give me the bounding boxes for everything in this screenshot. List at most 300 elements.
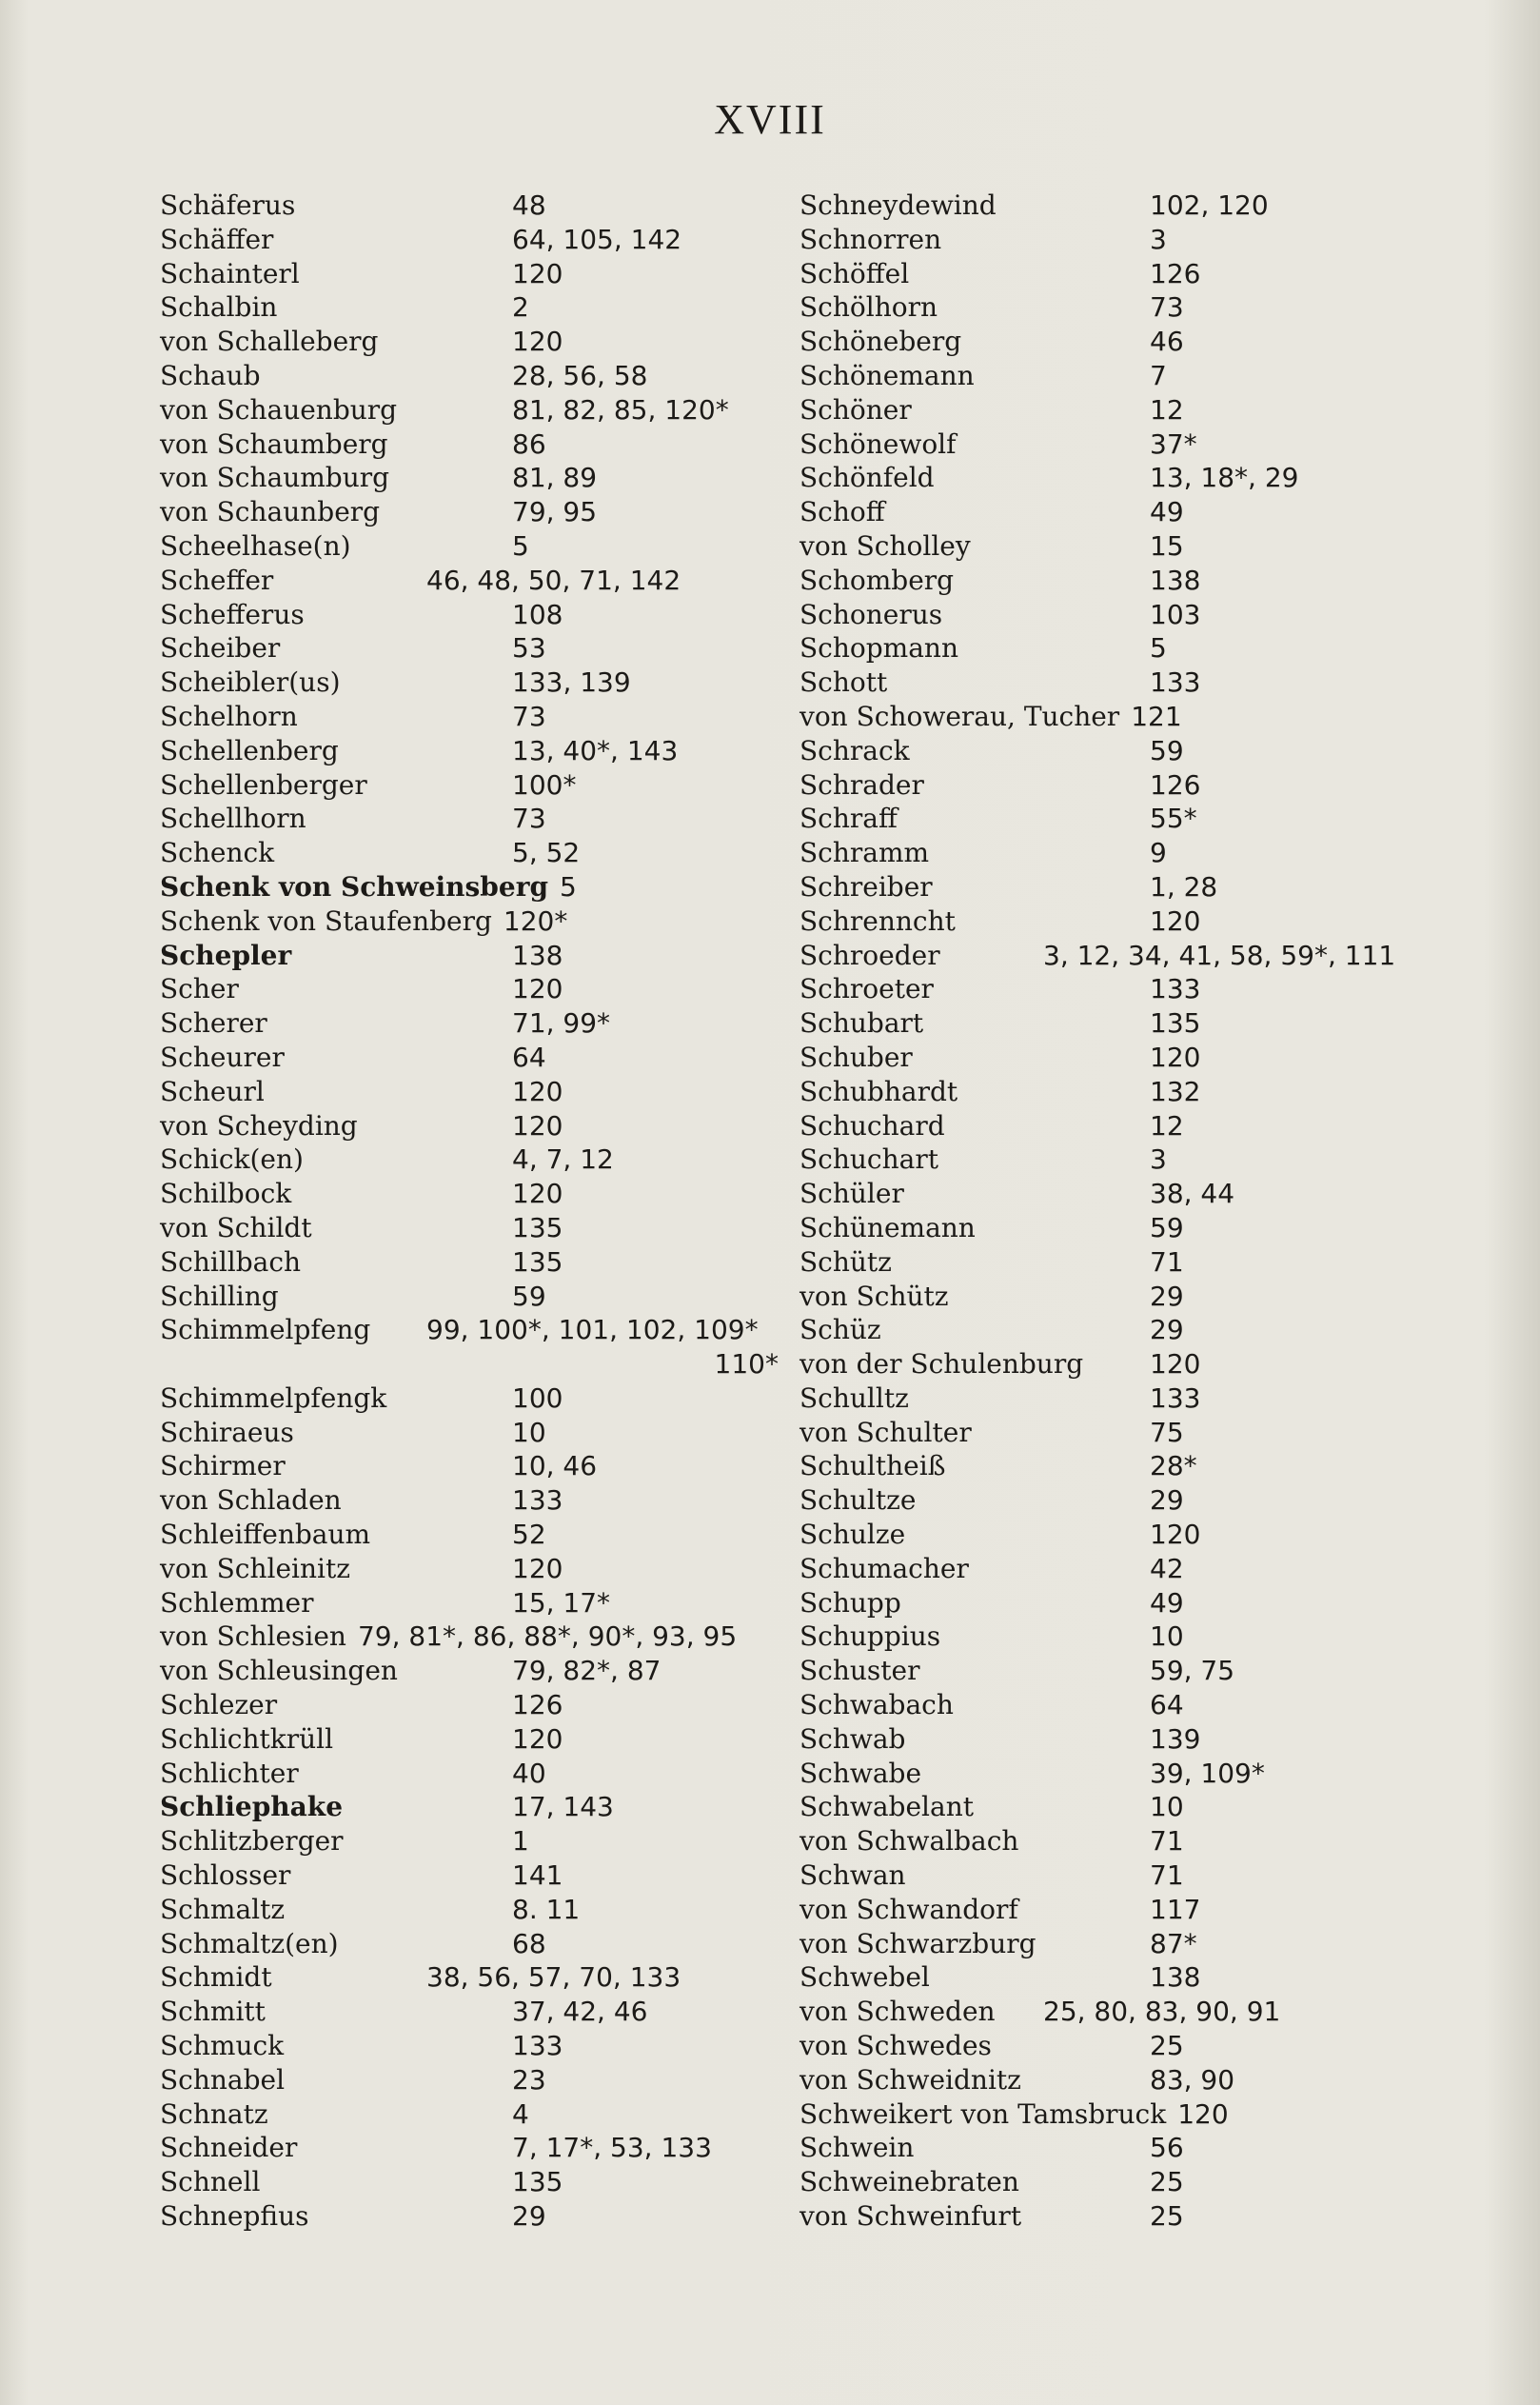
entry-page-refs: 120 (512, 257, 563, 289)
entry-name: Schillbach (160, 1245, 302, 1278)
index-entry (160, 1620, 779, 1654)
index-entry (800, 564, 1409, 598)
entry-name: Schuppius (800, 1620, 941, 1653)
entry-name: Schiraeus (160, 1416, 294, 1448)
index-entry (800, 1824, 1409, 1858)
entry-page-refs: 126 (1150, 257, 1201, 289)
index-entry (800, 1143, 1409, 1177)
entry-page-refs: 120 (512, 1552, 563, 1584)
entry-name: Schönewolf (800, 427, 957, 460)
entry-page-refs: 17, 143 (512, 1791, 614, 1823)
entry-page-refs: 15, 17* (512, 1586, 611, 1619)
entry-name: Schweikert von Tamsbruck (800, 2097, 1167, 2130)
entry-name: Schwabe (800, 1757, 922, 1789)
index-entry (160, 325, 779, 359)
index-entry (160, 2063, 779, 2097)
entry-page-refs: 38, 44 (1150, 1178, 1235, 1210)
entry-name: von der Schulenburg (800, 1348, 1084, 1381)
entry-page-refs: 135 (512, 1211, 563, 1243)
entry-page-refs: 138 (1150, 564, 1201, 596)
entry-name: Schenck (160, 837, 275, 869)
entry-name: Schuchart (800, 1143, 938, 1176)
index-entry (800, 2131, 1409, 2165)
index-entry (800, 1927, 1409, 1961)
entry-page-refs: 126 (512, 1689, 563, 1721)
index-entry (800, 325, 1409, 359)
entry-page-refs: 135 (512, 2166, 563, 2198)
index-entry (160, 666, 779, 700)
index-entry (160, 1313, 779, 1347)
entry-name: Schnell (160, 2166, 261, 2198)
left-index-column (160, 189, 779, 2234)
entry-name: von Schauenburg (160, 393, 398, 426)
entry-page-refs: 120 (1150, 904, 1201, 937)
index-entry (800, 836, 1409, 870)
entry-page-refs: 103 (1150, 598, 1201, 630)
entry-page-refs: 64 (1150, 1689, 1184, 1721)
entry-name: Schrack (800, 734, 910, 766)
entry-name: Schramm (800, 837, 930, 869)
index-entry (160, 1824, 779, 1858)
index-entry (160, 1280, 779, 1314)
entry-page-refs: 120 (1150, 1519, 1201, 1551)
entry-name: Schepler (160, 939, 292, 971)
entry-name: Schütz (800, 1245, 892, 1278)
entry-page-refs: 59 (512, 1280, 546, 1312)
index-entry (800, 1893, 1409, 1927)
index-entry (800, 666, 1409, 700)
entry-page-refs: 120 (1150, 1041, 1201, 1073)
index-entry (160, 1006, 779, 1041)
index-entry (160, 939, 779, 973)
entry-page-refs: 55* (1150, 803, 1197, 835)
index-entry (800, 1416, 1409, 1450)
entry-name: Schwabach (800, 1689, 954, 1721)
entry-page-refs: 79, 81*, 86, 88*, 90*, 93, 95 (357, 1620, 738, 1653)
entry-page-refs: 71, 99* (512, 1007, 611, 1040)
entry-name: von Schweinfurt (800, 2200, 1022, 2233)
index-entry (800, 870, 1409, 904)
entry-page-refs: 25 (1150, 2200, 1184, 2233)
index-entry (800, 1177, 1409, 1211)
entry-name: Schmidt (160, 1961, 272, 1994)
entry-name: von Schladen (160, 1484, 342, 1517)
entry-page-refs: 10, 46 (512, 1450, 598, 1482)
index-entry (800, 1586, 1409, 1620)
entry-page-refs: 7 (1150, 359, 1167, 391)
entry-name: Schubhardt (800, 1075, 958, 1107)
entry-page-refs: 59 (1150, 734, 1184, 766)
entry-page-refs: 120 (512, 973, 563, 1005)
right-index-column (800, 189, 1409, 2234)
index-entry (160, 1960, 779, 1995)
index-entry (800, 1381, 1409, 1416)
entry-page-refs: 100* (512, 768, 577, 801)
entry-page-refs: 8. 11 (512, 1893, 581, 1925)
index-entry (800, 1722, 1409, 1757)
index-entry (160, 631, 779, 666)
index-entry (160, 461, 779, 495)
index-entry (800, 598, 1409, 632)
entry-page-refs: 49 (1150, 1586, 1184, 1619)
entry-name: von Scheyding (160, 1109, 358, 1142)
entry-page-refs: 39, 109* (1150, 1757, 1265, 1789)
entry-page-refs: 73 (512, 803, 546, 835)
entry-name: Schüz (800, 1314, 881, 1346)
entry-page-refs: 138 (1150, 1961, 1201, 1994)
entry-name: Schott (800, 666, 888, 699)
entry-name: Schumacher (800, 1552, 969, 1584)
entry-name: von Schalleberg (160, 326, 379, 358)
entry-page-refs: 2 (512, 291, 529, 324)
index-entry (160, 427, 779, 462)
entry-name: Schmuck (160, 2030, 285, 2062)
entry-page-refs: 83, 90 (1150, 2063, 1235, 2096)
index-entry (800, 1280, 1409, 1314)
entry-name: von Schwedes (800, 2030, 992, 2062)
index-entry (800, 2165, 1409, 2199)
index-entry (800, 1858, 1409, 1893)
entry-name: Schneider (160, 2132, 298, 2164)
entry-page-refs: 73 (1150, 291, 1184, 324)
entry-name: Schäffer (160, 223, 274, 255)
entry-page-refs: 28, 56, 58 (512, 359, 648, 391)
entry-name: von Schleusingen (160, 1655, 398, 1687)
index-entry (160, 1041, 779, 1075)
entry-name: von Schulter (800, 1416, 972, 1448)
entry-page-refs: 64 (512, 1041, 546, 1073)
index-entry (800, 2199, 1409, 2234)
index-entry (800, 1688, 1409, 1722)
entry-page-refs: 68 (512, 1927, 546, 1959)
index-entry (800, 1347, 1409, 1381)
entry-page-refs: 100 (512, 1381, 563, 1414)
entry-page-refs: 42 (1150, 1552, 1184, 1584)
entry-name: von Schweidnitz (800, 2063, 1021, 2096)
index-entry (160, 1995, 779, 2029)
entry-name: Schlichtkrüll (160, 1722, 334, 1755)
entry-name: von Schaunberg (160, 496, 381, 528)
entry-page-refs: 108 (512, 598, 563, 630)
entry-page-refs: 59, 75 (1150, 1655, 1235, 1687)
index-entry (800, 290, 1409, 325)
entry-name: Schöffel (800, 257, 910, 289)
index-entry (800, 223, 1409, 257)
index-entry (160, 1893, 779, 1927)
entry-name: von Schwalbach (800, 1825, 1019, 1858)
entry-name: von Scholley (800, 529, 971, 562)
entry-name: Scherer (160, 1007, 267, 1040)
index-entry (800, 1211, 1409, 1245)
entry-page-refs: 81, 89 (512, 462, 598, 494)
entry-page-refs: 133, 139 (512, 666, 631, 699)
index-entry (160, 1552, 779, 1586)
index-entry (160, 223, 779, 257)
index-entry (800, 2029, 1409, 2063)
entry-name: Schultheiß (800, 1450, 946, 1482)
entry-page-refs: 29 (1150, 1280, 1184, 1312)
entry-name: von Schwandorf (800, 1893, 1018, 1925)
index-entry (800, 1620, 1409, 1654)
entry-page-refs: 110* (714, 1348, 779, 1381)
entry-name: von Schlesien (160, 1620, 346, 1653)
entry-name: Scheelhase(n) (160, 529, 351, 562)
index-entry (160, 1858, 779, 1893)
entry-name: Schelhorn (160, 700, 298, 732)
entry-page-refs: 99, 100*, 101, 102, 109* (426, 1314, 759, 1346)
entry-page-refs: 141 (512, 1859, 563, 1892)
entry-page-refs: 79, 82*, 87 (512, 1655, 661, 1687)
index-entry (160, 189, 779, 223)
index-entry (160, 1654, 779, 1688)
entry-page-refs: 3 (1150, 1143, 1167, 1176)
index-entry (160, 2029, 779, 2063)
index-entry (800, 495, 1409, 529)
entry-page-refs: 3 (1150, 223, 1167, 255)
index-entry (800, 1449, 1409, 1483)
entry-name: Schuchard (800, 1109, 945, 1142)
entry-name: von Schildt (160, 1211, 312, 1243)
entry-name: von Schaumburg (160, 462, 390, 494)
entry-page-refs: 133 (512, 1484, 563, 1517)
entry-name: Schliephake (160, 1791, 344, 1823)
entry-page-refs: 46 (1150, 326, 1184, 358)
entry-page-refs: 29 (512, 2200, 546, 2233)
index-entry (800, 631, 1409, 666)
entry-name: Schuster (800, 1655, 920, 1687)
index-entry (800, 1757, 1409, 1791)
index-entry (800, 1006, 1409, 1041)
index-entry (800, 2063, 1409, 2097)
entry-name: Schwein (800, 2132, 915, 2164)
index-entry (160, 904, 779, 939)
entry-name: Schmitt (160, 1996, 266, 2028)
index-entry (800, 734, 1409, 768)
index-entry (160, 257, 779, 291)
index-entry (800, 1790, 1409, 1824)
index-entry (160, 1518, 779, 1552)
entry-name: Schwabelant (800, 1791, 974, 1823)
page-number: XVIII (714, 96, 826, 143)
entry-name: Schnatz (160, 2097, 268, 2130)
index-entry (160, 1211, 779, 1245)
entry-name: Schenk von Staufenberg (160, 904, 492, 937)
entry-name: Schleiffenbaum (160, 1519, 371, 1551)
entry-page-refs: 48 (512, 189, 546, 221)
entry-name: Scheffer (160, 564, 274, 596)
entry-page-refs: 52 (512, 1519, 546, 1551)
entry-page-refs: 133 (512, 2030, 563, 2062)
entry-name: Schimmelpfengk (160, 1381, 387, 1414)
index-entry (160, 564, 779, 598)
entry-name: Schlitzberger (160, 1825, 344, 1858)
entry-name: von Schwarzburg (800, 1927, 1037, 1959)
index-entry (800, 700, 1409, 734)
entry-page-refs: 25 (1150, 2030, 1184, 2062)
entry-name: Schmaltz(en) (160, 1927, 339, 1959)
entry-page-refs: 120 (512, 1075, 563, 1107)
entry-name: Schüler (800, 1178, 904, 1210)
entry-page-refs: 53 (512, 632, 546, 665)
index-entry (800, 1552, 1409, 1586)
entry-page-refs: 13, 40*, 143 (512, 734, 679, 766)
index-entry (800, 904, 1409, 939)
index-entry (160, 1347, 779, 1381)
index-entry (800, 257, 1409, 291)
index-entry (800, 359, 1409, 393)
entry-page-refs: 64, 105, 142 (512, 223, 682, 255)
entry-name: Schellenberg (160, 734, 339, 766)
index-entry (160, 1075, 779, 1109)
index-entry (160, 2199, 779, 2234)
entry-name: Scheurer (160, 1041, 285, 1073)
index-entry (800, 2097, 1409, 2132)
entry-name: Schenk von Schweinsberg (160, 870, 549, 903)
entry-page-refs: 120 (512, 1178, 563, 1210)
index-entry (160, 1586, 779, 1620)
entry-page-refs: 133 (1150, 666, 1201, 699)
index-entry (800, 461, 1409, 495)
entry-page-refs: 4, 7, 12 (512, 1143, 614, 1176)
entry-page-refs: 120 (512, 1722, 563, 1755)
entry-name: Schnepfius (160, 2200, 309, 2233)
index-entry (160, 495, 779, 529)
entry-name: Schrader (800, 768, 924, 801)
index-entry (160, 598, 779, 632)
index-entry (160, 1449, 779, 1483)
entry-page-refs: 120 (1177, 2097, 1229, 2130)
index-entry (160, 768, 779, 803)
entry-name: Schimmelpfeng (160, 1314, 371, 1346)
entry-name: Schilling (160, 1280, 279, 1312)
entry-name: Schweinebraten (800, 2166, 1019, 2198)
index-entry (800, 1075, 1409, 1109)
index-entry (160, 1757, 779, 1791)
entry-page-refs: 133 (1150, 1381, 1201, 1414)
index-entry (160, 1688, 779, 1722)
index-entry (800, 189, 1409, 223)
index-entry (800, 1109, 1409, 1143)
entry-name: Schellhorn (160, 803, 306, 835)
entry-name: Schubart (800, 1007, 924, 1040)
index-entry (800, 1995, 1409, 2029)
entry-page-refs: 3, 12, 34, 41, 58, 59*, 111 (1043, 939, 1396, 971)
entry-page-refs: 135 (512, 1245, 563, 1278)
entry-name: Schainterl (160, 257, 300, 289)
entry-page-refs: 5, 52 (512, 837, 581, 869)
index-entry (160, 1381, 779, 1416)
entry-page-refs: 5 (1150, 632, 1167, 665)
index-entry (160, 393, 779, 427)
index-entry (800, 1960, 1409, 1995)
entry-page-refs: 38, 56, 57, 70, 133 (426, 1961, 681, 1994)
entry-name: Schraff (800, 803, 898, 835)
index-entry (800, 768, 1409, 803)
entry-name: Schnabel (160, 2063, 286, 2096)
index-entry (800, 939, 1409, 973)
entry-page-refs: 10 (512, 1416, 546, 1448)
entry-name: Schrenncht (800, 904, 956, 937)
entry-page-refs: 7, 17*, 53, 133 (512, 2132, 712, 2164)
entry-page-refs: 79, 95 (512, 496, 598, 528)
entry-page-refs: 12 (1150, 393, 1184, 426)
entry-name: Schöneberg (800, 326, 962, 358)
entry-page-refs: 46, 48, 50, 71, 142 (426, 564, 681, 596)
entry-name: Schuber (800, 1041, 913, 1073)
index-entry (160, 359, 779, 393)
index-entry (800, 1483, 1409, 1518)
entry-name: Schaub (160, 359, 261, 391)
entry-name: Schupp (800, 1586, 901, 1619)
entry-page-refs: 28* (1150, 1450, 1197, 1482)
entry-page-refs: 135 (1150, 1007, 1201, 1040)
entry-name: Schwab (800, 1722, 906, 1755)
entry-page-refs: 120 (512, 326, 563, 358)
entry-page-refs: 56 (1150, 2132, 1184, 2164)
index-entry (160, 1483, 779, 1518)
index-entry (160, 2131, 779, 2165)
entry-page-refs: 132 (1150, 1075, 1201, 1107)
entry-page-refs: 71 (1150, 1245, 1184, 1278)
entry-page-refs: 13, 18*, 29 (1150, 462, 1299, 494)
entry-page-refs: 10 (1150, 1620, 1184, 1653)
index-entry (160, 2097, 779, 2132)
entry-name: Schilbock (160, 1178, 292, 1210)
index-entry (800, 529, 1409, 564)
entry-name: Schneydewind (800, 189, 997, 221)
entry-name: Schünemann (800, 1211, 976, 1243)
index-entry (800, 1245, 1409, 1280)
index-entry (160, 2165, 779, 2199)
entry-page-refs: 1 (512, 1825, 529, 1858)
entry-name: Schreiber (800, 870, 933, 903)
index-entry (800, 972, 1409, 1006)
entry-page-refs: 126 (1150, 768, 1201, 801)
entry-name: Schick(en) (160, 1143, 304, 1176)
index-entry (160, 1245, 779, 1280)
entry-page-refs: 71 (1150, 1825, 1184, 1858)
entry-name: Scher (160, 973, 239, 1005)
entry-name: Schulze (800, 1519, 906, 1551)
index-entry (800, 1654, 1409, 1688)
entry-page-refs: 25 (1150, 2166, 1184, 2198)
entry-name: von Schowerau, Tucher (800, 700, 1120, 732)
entry-page-refs: 86 (512, 427, 546, 460)
entry-name: Schmaltz (160, 1893, 286, 1925)
entry-name: Schroeter (800, 973, 934, 1005)
entry-page-refs: 23 (512, 2063, 546, 2096)
entry-page-refs: 10 (1150, 1791, 1184, 1823)
entry-name: Schefferus (160, 598, 305, 630)
index-entry (800, 802, 1409, 836)
entry-name: von Schleinitz (160, 1552, 350, 1584)
index-entry (160, 734, 779, 768)
entry-name: Schnorren (800, 223, 942, 255)
entry-name: Schroeder (800, 939, 940, 971)
entry-name: Schäferus (160, 189, 296, 221)
index-entry (160, 1416, 779, 1450)
entry-name: Schellenberger (160, 768, 367, 801)
entry-name: Schulltz (800, 1381, 909, 1414)
entry-page-refs: 117 (1150, 1893, 1201, 1925)
index-entry (160, 700, 779, 734)
index-entry (160, 1109, 779, 1143)
index-entry (160, 290, 779, 325)
index-entry (800, 1518, 1409, 1552)
entry-name: von Schweden (800, 1996, 996, 2028)
entry-name: Schlichter (160, 1757, 299, 1789)
index-entry (800, 1313, 1409, 1347)
